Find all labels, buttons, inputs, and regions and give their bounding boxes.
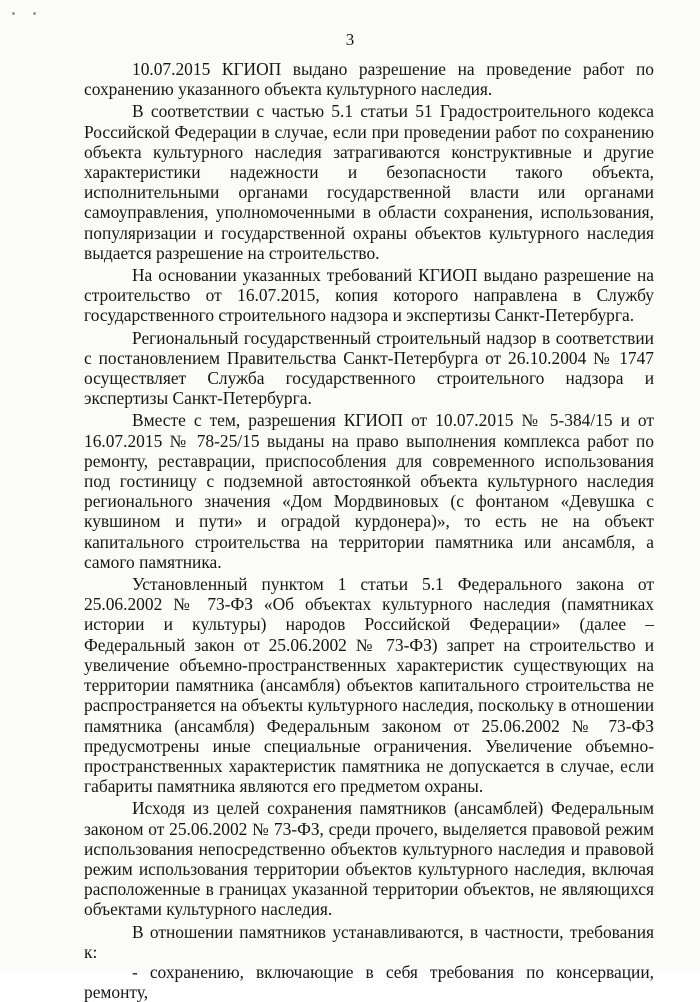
paragraph-requirements-intro: В отношении памятников устанавливаются, в частности, требования к: [84,921,654,962]
list-item-preservation: - сохранению, включающие в себя требования по консервации, ремонту, [84,961,654,1002]
document-body [84,59,654,1002]
paragraph-urban-code: В соответствии с частью 5.1 статьи 51 Градостроительного кодекса Российской Федерации в случае, если при проведении работ по сохранению объекта культурного наследия затрагиваются конструктивные и другие характеристики надежности и безопасности такого объекта, исполнительными органами государственной власти или органами самоуправления, уполномоченными в области сохранения, использования, популяризации и государственной охраны объектов культурного наследия выдается разрешение на строительство. [84,101,654,263]
scan-speck [33,12,36,15]
scan-speck [12,12,15,15]
paragraph-permits-scope: Вместе с тем, разрешения КГИОП от 10.07.2015 № 5-384/15 и от 16.07.2015 № 78-25/15 выданы на право выполнения комплекса работ по ремонту, реставрации, приспособления для современного использования под гостиницу с подземной автостоянкой объекта культурного наследия регионального значения «Дом Мордвиновых (с фонтаном «Девушка с кувшином и пути» и оградой курдонера)», то есть не на объект капитального строительства на территории памятника или ансамбля, а самого памятника. [84,410,654,572]
page-number: 3 [345,30,355,49]
paragraph-regional-supervision: Региональный государственный строительный надзор в соответствии с постановлением Правительства Санкт-Петербурга от 26.10.2004 № 1747 осуществляет Служба государственного строительного надзора и экспертизы Санкт-Петербурга. [84,327,654,409]
paragraph-legal-regime: Исходя из целей сохранения памятников (ансамблей) Федеральным законом от 25.06.2002 № 73-ФЗ, среди прочего, выделяется правовой режим использования непосредственно объектов культурного наследия и правовой режим использования территории объектов культурного наследия, включая расположенные в границах указанной территории объектов, не являющихся объектами культурного наследия. [84,798,654,920]
paragraph-federal-law: Установленный пунктом 1 статьи 5.1 Федерального закона от 25.06.2002 № 73-ФЗ «Об объектах культурного наследия (памятниках истории и культуры) народов Российской Федерации» (далее – Федеральный закон от 25.06.2002 № 73-ФЗ) запрет на строительство и увеличение объемно-пространственных характеристик существующих на территории памятника (ансамбля) объектов капитального строительства не распространяется на объекты культурного наследия, поскольку в отношении памятника (ансамбля) Федеральным законом от 25.06.2002 № 73-ФЗ предусмотрены иные специальные ограничения. Увеличение объемно-пространственных характеристик памятника не допускается в случае, если габариты памятника являются его предметом охраны. [84,574,654,797]
paragraph-permit-issued: 10.07.2015 КГИОП выдано разрешение на проведение работ по сохранению указанного объекта культурного наследия. [84,59,654,100]
paragraph-construction-permit: На основании указанных требований КГИОП выдано разрешение на строительство от 16.07.2015, копия которого направлена в Службу государственного строительного надзора и экспертизы Санкт-Петербурга. [84,265,654,326]
